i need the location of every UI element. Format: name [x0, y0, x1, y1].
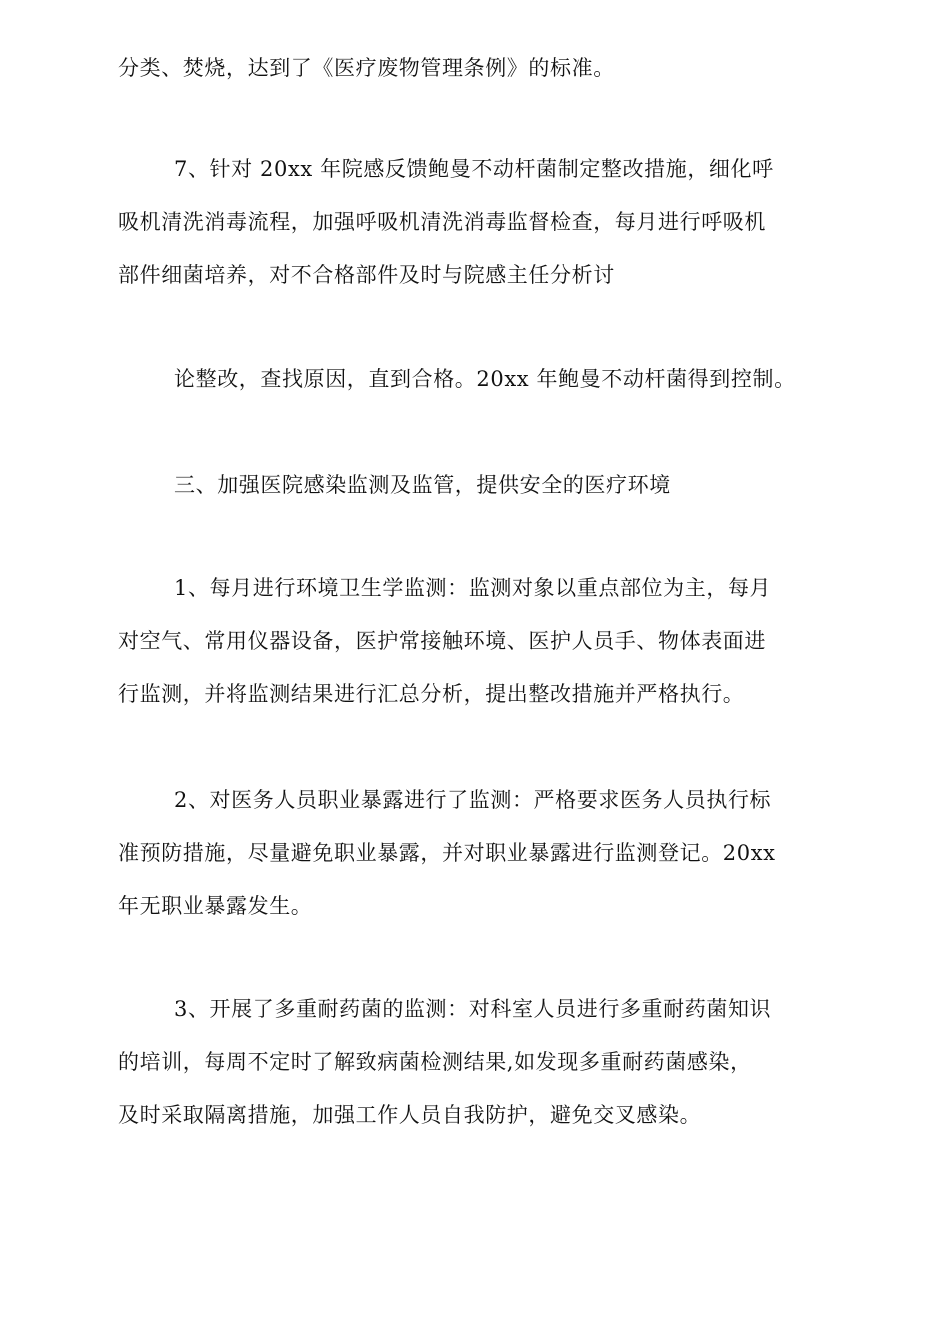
text-line: 2、对医务人员职业暴露进行了监测：严格要求医务人员执行标: [174, 788, 772, 812]
paragraph-item-7: [118, 143, 838, 302]
text-line: 7、针对 20xx 年院感反馈鲍曼不动杆菌制定整改措施，细化呼: [174, 157, 774, 181]
text-line: 准预防措施，尽量避免职业暴露，并对职业暴露进行监测登记。20xx: [118, 841, 776, 865]
text-line: 1、每月进行环境卫生学监测：监测对象以重点部位为主，每月: [174, 576, 772, 600]
paragraph-section3-item-1: [118, 562, 838, 721]
text-line: 吸机清洗消毒流程，加强呼吸机清洗消毒监督检查，每月进行呼吸机: [118, 210, 766, 234]
text-line: 年无职业暴露发生。: [118, 894, 313, 918]
paragraph-continuation: [118, 42, 838, 95]
text-line: 三、加强医院感染监测及监管，提供安全的医疗环境: [174, 473, 671, 497]
text-line: 行监测，并将监测结果进行汇总分析，提出整改措施并严格执行。: [118, 682, 745, 706]
paragraph-item-7-continuation: [118, 353, 838, 406]
text-line: 部件细菌培养，对不合格部件及时与院感主任分析讨: [118, 263, 615, 287]
text-line: 分类、焚烧，达到了《医疗废物管理条例》的标准。: [118, 56, 615, 80]
text-line: 对空气、常用仪器设备，医护常接触环境、医护人员手、物体表面进: [118, 629, 766, 653]
section-heading-3: [118, 459, 838, 512]
paragraph-section3-item-2: [118, 774, 838, 933]
text-line: 3、开展了多重耐药菌的监测：对科室人员进行多重耐药菌知识: [174, 997, 772, 1021]
text-line: 及时采取隔离措施，加强工作人员自我防护，避免交叉感染。: [118, 1103, 702, 1127]
text-line: 的培训，每周不定时了解致病菌检测结果,如发现多重耐药菌感染，: [118, 1050, 752, 1074]
text-line: 论整改，查找原因，直到合格。20xx 年鲍曼不动杆菌得到控制。: [174, 367, 796, 391]
paragraph-section3-item-3: [118, 983, 838, 1142]
